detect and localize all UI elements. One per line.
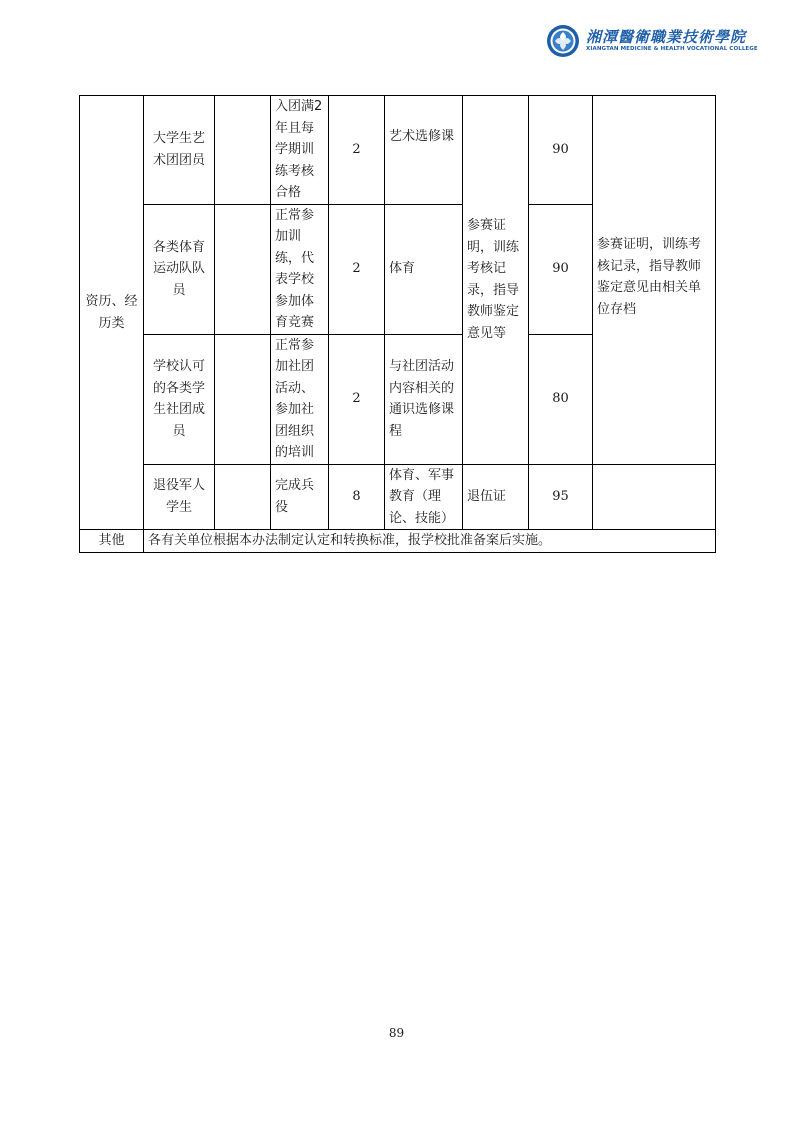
score-cell: 90 xyxy=(529,204,593,334)
condition-cell: 入团满2年且每学期训练考核合格 xyxy=(271,96,329,205)
page-number: 89 xyxy=(388,1026,405,1040)
blank-cell xyxy=(215,96,271,205)
blank-cell xyxy=(215,204,271,334)
condition-cell: 正常参加训练，代表学校参加体育竞赛 xyxy=(271,204,329,334)
table-row xyxy=(80,464,716,530)
college-seal-icon xyxy=(546,24,580,58)
credits-cell: 2 xyxy=(329,204,385,334)
condition-cell: 完成兵役 xyxy=(271,464,329,530)
score-cell: 95 xyxy=(529,464,593,530)
condition-cell: 正常参加社团活动、参加社团组织的培训 xyxy=(271,334,329,464)
archive-cell xyxy=(593,464,716,530)
blank-cell xyxy=(215,334,271,464)
other-text-cell: 各有关单位根据本办法制定认定和转换标准，报学校批准备案后实施。 xyxy=(144,530,716,553)
college-name-cn: 湘潭醫衛職業技術學院 xyxy=(586,28,747,46)
shared-proof-cell: 参赛证明，训练考核记录，指导教师鉴定意见等 xyxy=(463,96,529,465)
credit-conversion-table xyxy=(79,95,716,553)
credits-cell: 2 xyxy=(329,334,385,464)
college-logo xyxy=(546,24,756,64)
score-cell: 80 xyxy=(529,334,593,464)
table-row xyxy=(80,530,716,553)
score-cell: 90 xyxy=(529,96,593,205)
course-cell: 体育、军事教育（理论、技能） xyxy=(385,464,463,530)
table-row xyxy=(80,96,716,205)
shared-archive-cell: 参赛证明，训练考核记录，指导教师鉴定意见由相关单位存档 xyxy=(593,96,716,465)
other-label-cell: 其他 xyxy=(80,530,144,553)
category-cell: 资历、经历类 xyxy=(80,96,144,530)
course-cell: 与社团活动内容相关的通识选修课程 xyxy=(385,334,463,464)
item-cell: 各类体育运动队队员 xyxy=(144,204,215,334)
item-cell: 大学生艺术团团员 xyxy=(144,96,215,205)
credits-cell: 8 xyxy=(329,464,385,530)
item-cell: 退役军人学生 xyxy=(144,464,215,530)
proof-cell: 退伍证 xyxy=(463,464,529,530)
item-cell: 学校认可的各类学生社团成员 xyxy=(144,334,215,464)
course-cell: 艺术选修课 xyxy=(385,96,463,205)
college-name-en: XIANGTAN MEDICINE & HEALTH VOCATIONAL COLLEGE xyxy=(586,46,758,52)
blank-cell xyxy=(215,464,271,530)
course-cell: 体育 xyxy=(385,204,463,334)
credits-cell: 2 xyxy=(329,96,385,205)
